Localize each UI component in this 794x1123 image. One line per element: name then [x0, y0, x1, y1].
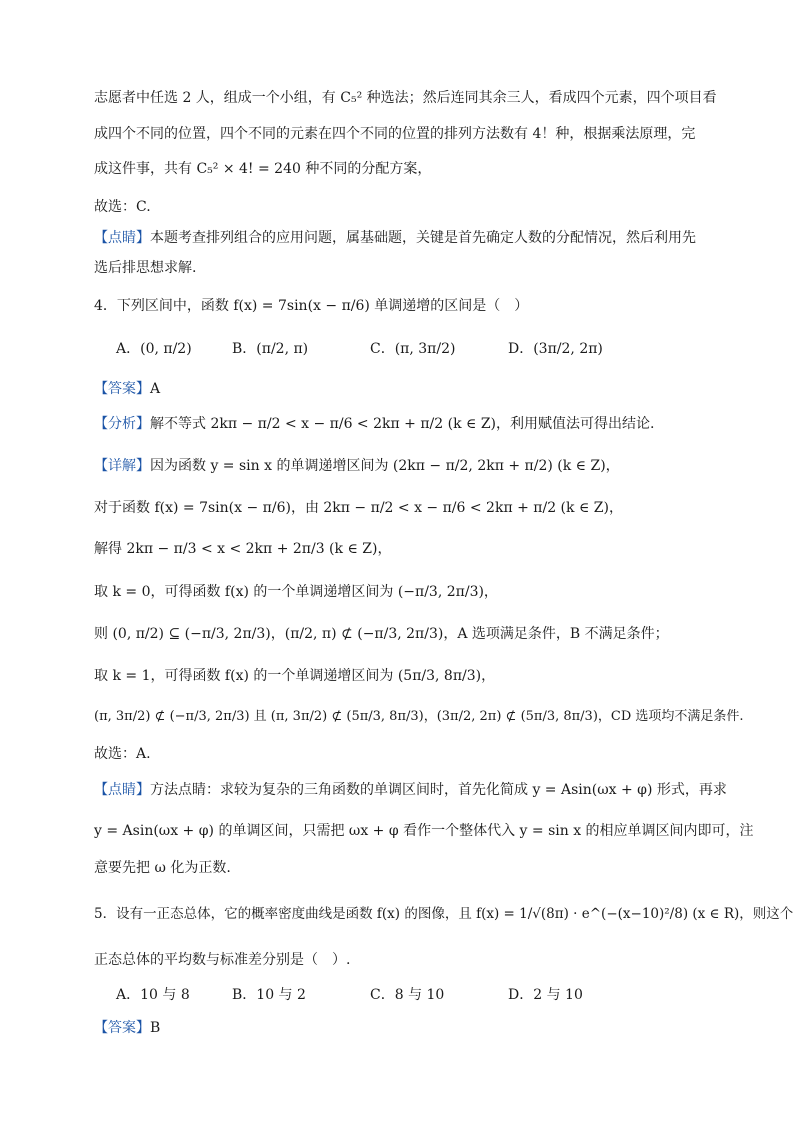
option-d: D．2 与 10 — [508, 987, 583, 1003]
text-line: 选后排思想求解. — [94, 260, 197, 276]
text-line: 意要先把 ω 化为正数. — [94, 860, 231, 876]
text-line: 则 (0, π/2) ⊆ (−π/3, 2π/3)，(π/2, π) ⊄ (−π/3, 2π/3)，A 选项满足条件，B 不满足条件； — [94, 626, 669, 642]
note-line — [94, 228, 696, 248]
text-line: 取 k = 1，可得函数 f(x) 的一个单调递增区间为 (5π/3, 8π/3)， — [94, 668, 496, 684]
note-tag: 【点睛】 — [94, 230, 150, 246]
option-b: B．(π/2, π) — [232, 341, 309, 357]
option-a: A．(0, π/2) — [116, 341, 192, 357]
text-line: 志愿者中任选 2 人，组成一个小组，有 C₅² 种选法；然后连同其余三人，看成四个元素，四个项目看 — [94, 90, 717, 106]
text-line: 成这件事，共有 C₅² × 4! = 240 种不同的分配方案， — [94, 161, 432, 177]
text-line: 对于函数 f(x) = 7sin(x − π/6)，由 2kπ − π/2 < x − π/6 < 2kπ + π/2 (k ∈ Z)， — [94, 500, 623, 516]
answer-line — [94, 1018, 160, 1038]
detail-text: 因为函数 y = sin x 的单调递增区间为 (2kπ − π/2, 2kπ + π/2) (k ∈ Z)， — [150, 458, 620, 474]
option-c: C．8 与 10 — [370, 987, 445, 1003]
text-line: 解得 2kπ − π/3 < x < 2kπ + 2π/3 (k ∈ Z)， — [94, 541, 392, 557]
text-line: (π, 3π/2) ⊄ (−π/3, 2π/3) 且 (π, 3π/2) ⊄ (5π/3, 8π/3)，(3π/2, 2π) ⊄ (5π/3, 8π/3)，CD 选项均不满足条件. — [94, 709, 744, 724]
answer-text: B — [150, 1020, 161, 1036]
answer-tag: 【答案】 — [94, 1020, 150, 1036]
question-4-stem: 4．下列区间中，函数 f(x) = 7sin(x − π/6) 单调递增的区间是（ ） — [94, 298, 529, 314]
text-line: 故选：A. — [94, 746, 151, 762]
option-b: B．10 与 2 — [232, 987, 306, 1003]
detail-tag: 【详解】 — [94, 458, 150, 474]
note-text: 方法点睛：求较为复杂的三角函数的单调区间时，首先化简成 y = Asin(ωx + φ) 形式，再求 — [150, 782, 727, 798]
analysis-text: 解不等式 2kπ − π/2 < x − π/6 < 2kπ + π/2 (k ∈ Z)，利用赋值法可得出结论. — [150, 416, 655, 432]
note-line — [94, 780, 727, 800]
text-line: 取 k = 0，可得函数 f(x) 的一个单调递增区间为 (−π/3, 2π/3)， — [94, 584, 498, 600]
answer-text: A — [150, 381, 161, 397]
detail-line — [94, 456, 620, 476]
analysis-line — [94, 414, 654, 434]
answer-tag: 【答案】 — [94, 381, 150, 397]
text-line: 正态总体的平均数与标准差分别是（ ）. — [94, 952, 351, 968]
text-line: y = Asin(ωx + φ) 的单调区间，只需把 ωx + φ 看作一个整体代入 y = sin x 的相应单调区间内即可，注 — [94, 823, 754, 839]
text-line: 故选：C. — [94, 199, 151, 215]
answer-line — [94, 379, 160, 399]
question-5-stem: 5．设有一正态总体，它的概率密度曲线是函数 f(x) 的图像，且 f(x) = 1/√(8π) · e^(−(x−10)²/8) (x ∈ R)，则这个 — [94, 906, 794, 922]
note-text: 本题考查排列组合的应用问题，属基础题，关键是首先确定人数的分配情况，然后利用先 — [150, 230, 696, 246]
analysis-tag: 【分析】 — [94, 416, 150, 432]
note-tag: 【点睛】 — [94, 782, 150, 798]
option-d: D．(3π/2, 2π) — [508, 341, 603, 357]
option-c: C．(π, 3π/2) — [370, 341, 456, 357]
text-line: 成四个不同的位置，四个不同的元素在四个不同的位置的排列方法数有 4！种，根据乘法原理，完 — [94, 126, 696, 142]
option-a: A．10 与 8 — [116, 987, 190, 1003]
